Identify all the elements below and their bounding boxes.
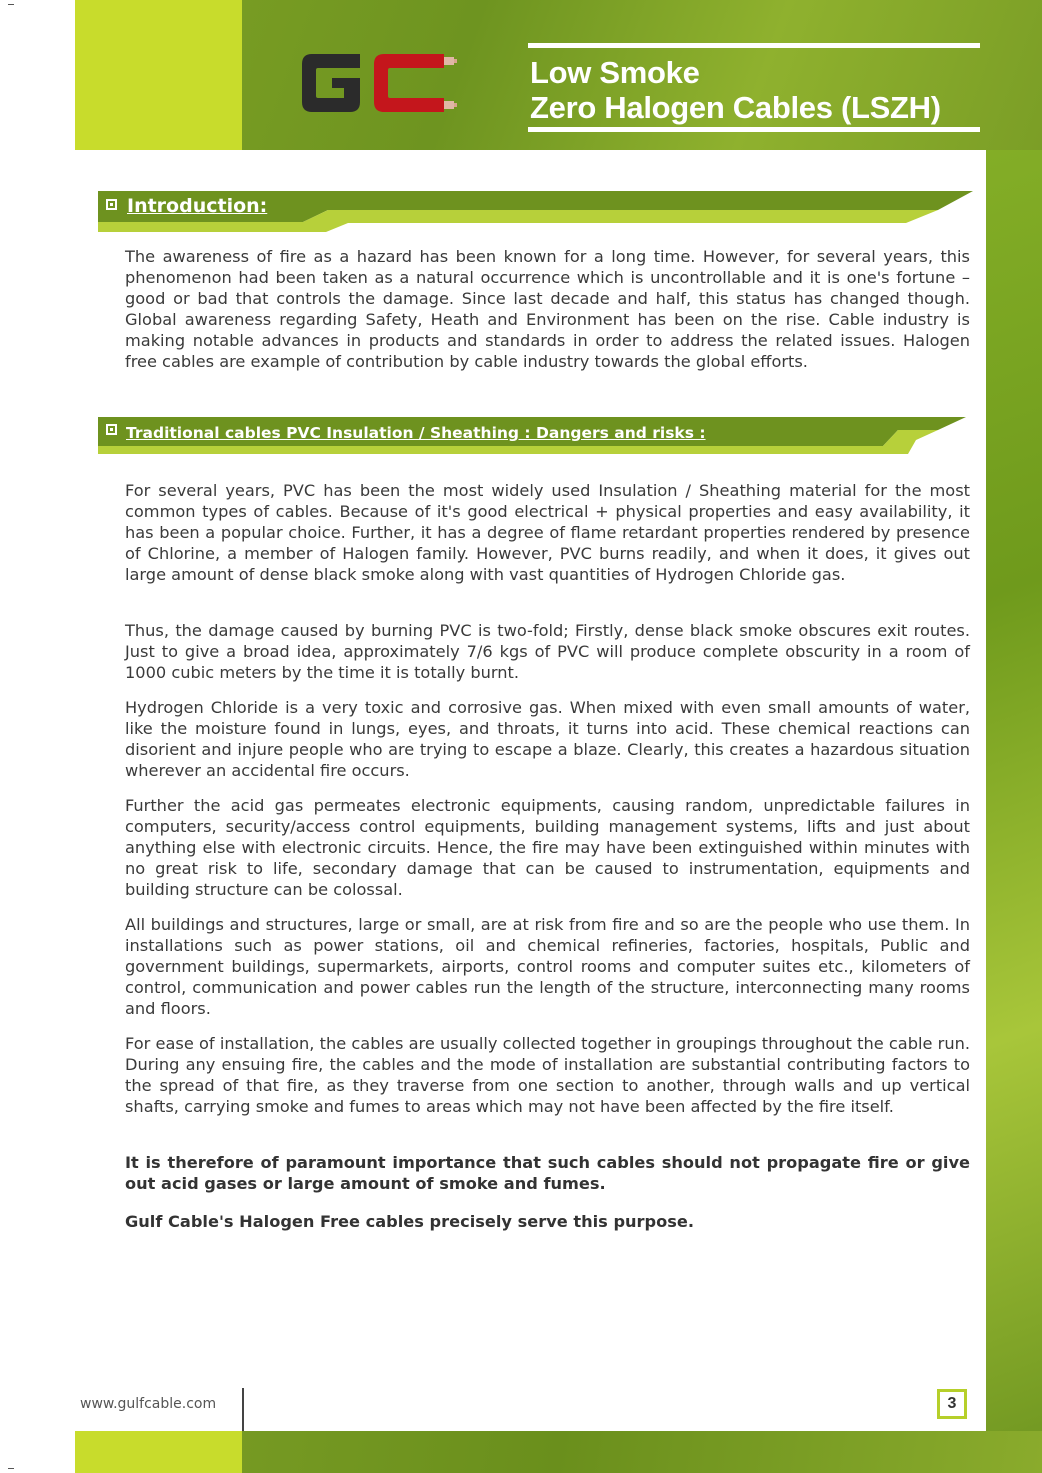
title-rule-top <box>528 43 980 48</box>
page-number: 3 <box>937 1389 967 1419</box>
checkbox-bullet-icon <box>106 424 117 435</box>
intro-paragraph: The awareness of fire as a hazard has been known for a long time. However, for several years, this phenomenon had been taken as a natural occurrence which is uncontrollable and it is one's fortune – good or bad that controls the damage. Since last decade and half, this status has changed though. Global awareness regarding Safety, Heath and Environment has been on the rise. Cable industry is making notable advances in products and standards in order to address the related issues. Halogen free cables are example of contribution by cable industry towards the global efforts. <box>125 247 970 371</box>
footer-lime-block <box>75 1431 242 1473</box>
footer-divider <box>242 1388 244 1433</box>
body-paragraph: Further the acid gas permeates electronic equipments, causing random, unpredictable failures in computers, security/access control equipments, building management systems, lifts and just about anything else with electronic circuits. Hence, the fire may have been extinguished within minutes with no great risk to life, secondary damage that can be caused to instrumentation, equipments and building structure can be colossal. <box>125 796 970 899</box>
section-heading-traditional-cables: Traditional cables PVC Insulation / Sheathing : Dangers and risks : <box>126 424 706 442</box>
body-paragraph: All buildings and structures, large or small, are at risk from fire and so are the people who use them. In installations such as power stations, oil and chemical refineries, factories, hospitals, Public and government buildings, supermarkets, airports, control rooms and computer suites etc., kilometers of control, communication and power cables run the length of the structure, interconnecting many rooms and floors. <box>125 915 970 1018</box>
title-rule-bottom <box>528 127 980 132</box>
checkbox-bullet-icon <box>106 199 117 210</box>
side-decor-panel <box>986 0 1042 1473</box>
footer-website-link[interactable]: www.gulfcable.com <box>80 1396 217 1412</box>
body-paragraph: For ease of installation, the cables are usually collected together in groupings throughout the cable run. During any ensuing fire, the cables and the mode of installation are substantial contributing factors to the spread of that fire, as they traverse from one section to another, through walls and up vertical shafts, carrying smoke and fumes to areas which may not have been affected by the fire itself. <box>125 1034 970 1116</box>
body-paragraph: Thus, the damage caused by burning PVC is two-fold; Firstly, dense black smoke obscures exit routes. Just to give a broad idea, approximately 7/6 kgs of PVC will produce complete obscurity in a room of 1000 cubic meters by the time it is totally burnt. <box>125 621 970 682</box>
gc-logo <box>298 52 458 114</box>
crop-mark-bottom <box>8 1468 14 1469</box>
emphasis-paragraph: It is therefore of paramount importance that such cables should not propagate fire or give out acid gases or large amount of smoke and fumes. <box>125 1153 970 1193</box>
section-heading-introduction: Introduction: <box>127 195 268 217</box>
crop-mark-top <box>8 4 14 5</box>
page-title-line2: Zero Halogen Cables (LSZH) <box>530 90 941 125</box>
body-paragraph: Hydrogen Chloride is a very toxic and corrosive gas. When mixed with even small amounts of water, like the moisture found in lungs, eyes, and throats, it turns into acid. These chemical reactions can disorient and injure people who are trying to escape a blaze. Clearly, this creates a hazardous situation wherever an accidental fire occurs. <box>125 698 970 780</box>
header-lime-block <box>75 0 242 150</box>
emphasis-paragraph: Gulf Cable's Halogen Free cables precisely serve this purpose. <box>125 1212 695 1231</box>
body-paragraph: For several years, PVC has been the most widely used Insulation / Sheathing material for the most common types of cables. Because of it's good electrical + physical properties and easy availability, it has been a popular choice. Further, it has a degree of flame retardant properties rendered by presence of Chlorine, a member of Halogen family. However, PVC burns readily, and when it does, it gives out large amount of dense black smoke along with vast quantities of Hydrogen Chloride gas. <box>125 481 970 584</box>
page-title-line1: Low Smoke <box>530 55 700 90</box>
